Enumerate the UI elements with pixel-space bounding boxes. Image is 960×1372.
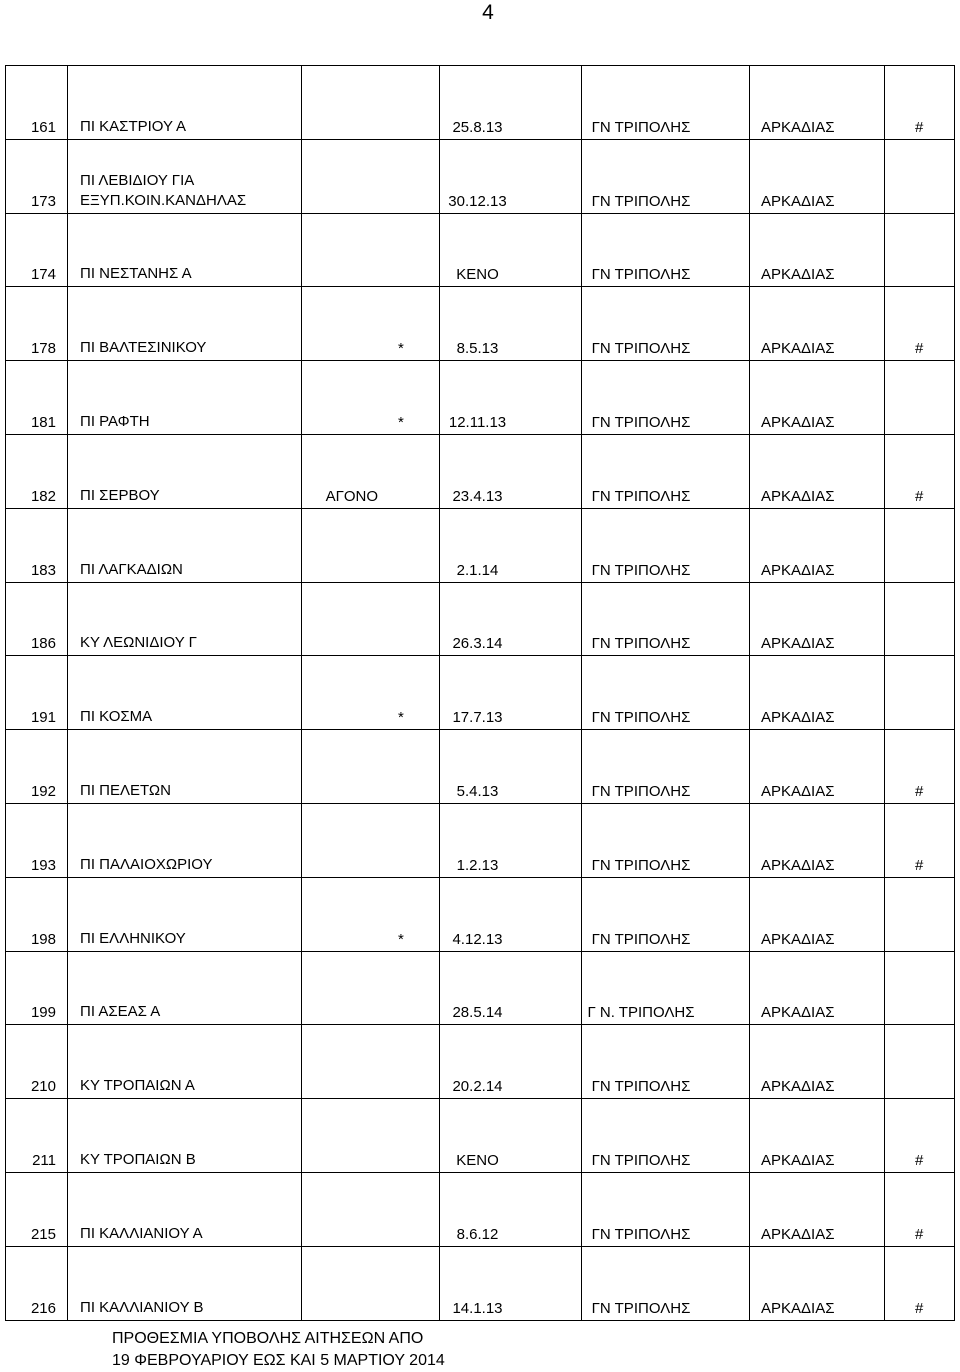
row-number: 215 <box>6 1173 68 1246</box>
facility-name <box>68 1099 302 1172</box>
empty-cell <box>515 878 582 951</box>
row-number: 193 <box>6 804 68 877</box>
asterisk-mark <box>385 583 440 656</box>
table-row <box>6 1099 955 1173</box>
date-cell: 12.11.13 <box>448 413 507 431</box>
status-note <box>302 361 385 434</box>
status-note <box>302 1247 385 1320</box>
page-number: 4 <box>482 1 494 24</box>
status-note <box>302 287 385 360</box>
table-row <box>6 509 955 583</box>
asterisk-mark <box>385 509 440 582</box>
asterisk-mark: * <box>385 656 440 729</box>
asterisk-mark <box>385 952 440 1025</box>
facility-name-text <box>80 1076 195 1096</box>
empty-cell <box>515 140 582 213</box>
facility-name <box>68 509 302 582</box>
status-note <box>302 583 385 656</box>
date-cell: 25.8.13 <box>452 118 503 136</box>
empty-cell <box>700 214 750 287</box>
hospital-cell: ΓΝ ΤΡΙΠΟΛΗΣ <box>591 930 691 948</box>
empty-cell <box>515 66 582 139</box>
facility-name-text <box>80 1298 203 1318</box>
hash-mark: # <box>885 287 955 360</box>
facility-name <box>68 287 302 360</box>
region-cell: ΑΡΚΑΔΙΑΣ <box>750 66 885 139</box>
empty-cell <box>700 1025 750 1098</box>
deadline-note-line2: 19 ΦΕΒΡΟΥΑΡΙΟΥ ΕΩΣ ΚΑΙ 5 ΜΑΡΤΙΟΥ 2014 <box>112 1352 445 1369</box>
facility-name <box>68 1025 302 1098</box>
empty-cell <box>700 804 750 877</box>
hospital-cell: ΓΝ ΤΡΙΠΟΛΗΣ <box>591 635 691 653</box>
empty-cell <box>700 509 750 582</box>
asterisk-mark <box>385 66 440 139</box>
hash-mark: # <box>885 1247 955 1320</box>
row-number: 182 <box>6 435 68 508</box>
hash-mark: # <box>885 435 955 508</box>
facility-name-line: ΠΙ ΕΛΛΗΝΙΚΟΥ <box>80 929 186 947</box>
status-note <box>302 804 385 877</box>
empty-cell <box>700 1099 750 1172</box>
asterisk-mark <box>385 1025 440 1098</box>
row-number: 210 <box>6 1025 68 1098</box>
table-row <box>6 730 955 804</box>
facility-name-line: ΠΙ ΡΑΦΤΗ <box>80 412 150 430</box>
empty-cell <box>700 287 750 360</box>
deadline-note-line1: ΠΡΟΘΕΣΜΙΑ ΥΠΟΒΟΛΗΣ ΑΙΤΗΣΕΩΝ ΑΠΟ <box>112 1330 424 1347</box>
hospital-cell: ΓΝ ΤΡΙΠΟΛΗΣ <box>591 413 691 431</box>
hash-mark <box>885 952 955 1025</box>
facility-name-line: ΠΙ ΚΑΛΛΙΑΝΙΟΥ Α <box>80 1224 203 1242</box>
hash-mark <box>885 214 955 287</box>
deadline-note <box>112 1328 582 1372</box>
table-row <box>6 952 955 1026</box>
hash-mark <box>885 140 955 213</box>
row-number: 178 <box>6 287 68 360</box>
table-row <box>6 435 955 509</box>
row-number: 199 <box>6 952 68 1025</box>
table-row <box>6 878 955 952</box>
empty-cell <box>700 140 750 213</box>
table-row <box>6 361 955 435</box>
hospital-cell: ΓΝ ΤΡΙΠΟΛΗΣ <box>591 782 691 800</box>
hospital-cell: ΓΝ ΤΡΙΠΟΛΗΣ <box>591 561 691 579</box>
table-row <box>6 214 955 288</box>
row-number: 186 <box>6 583 68 656</box>
date-cell: ΚΕΝΟ <box>456 1151 499 1169</box>
facility-name-line: ΚΥ ΤΡΟΠΑΙΩΝ Α <box>80 1077 195 1095</box>
facility-name <box>68 878 302 951</box>
row-number: 198 <box>6 878 68 951</box>
status-note <box>302 656 385 729</box>
hospital-cell: ΓΝ ΤΡΙΠΟΛΗΣ <box>591 192 691 210</box>
facility-name <box>68 66 302 139</box>
asterisk-mark: * <box>385 287 440 360</box>
hospital-cell: ΓΝ ΤΡΙΠΟΛΗΣ <box>591 856 691 874</box>
empty-cell <box>515 952 582 1025</box>
empty-cell <box>700 1247 750 1320</box>
facility-name-text <box>80 412 150 432</box>
empty-cell <box>515 730 582 803</box>
facility-name-line-2: ΕΞΥΠ.ΚΟΙΝ.ΚΑΝΔΗΛΑΣ <box>80 191 247 209</box>
table-row <box>6 1173 955 1247</box>
facility-name <box>68 583 302 656</box>
facility-name-line: ΠΙ ΚΑΣΤΡΙΟΥ Α <box>80 117 187 135</box>
hospital-cell: ΓΝ ΤΡΙΠΟΛΗΣ <box>591 1225 691 1243</box>
facility-name-line: ΠΙ ΛΕΒΙΔΙΟΥ ΓΙΑ <box>80 171 195 189</box>
status-note <box>302 509 385 582</box>
hash-mark <box>885 583 955 656</box>
row-number: 181 <box>6 361 68 434</box>
hash-mark: # <box>885 730 955 803</box>
region-cell: ΑΡΚΑΔΙΑΣ <box>750 287 885 360</box>
date-cell: 1.2.13 <box>456 856 499 874</box>
status-note: ΑΓΟΝΟ <box>325 487 378 505</box>
facility-name-line: ΠΙ ΚΑΛΛΙΑΝΙΟΥ Β <box>80 1298 204 1316</box>
asterisk-mark <box>385 804 440 877</box>
table-row <box>6 656 955 730</box>
facility-name-line: ΠΙ ΑΣΕΑΣ Α <box>80 1003 161 1021</box>
empty-cell <box>700 361 750 434</box>
facility-name <box>68 1173 302 1246</box>
empty-cell <box>700 878 750 951</box>
facility-name-line: ΠΙ ΛΑΓΚΑΔΙΩΝ <box>80 560 183 578</box>
asterisk-mark <box>385 214 440 287</box>
facility-name-line: ΠΙ ΒΑΛΤΕΣΙΝΙΚΟΥ <box>80 339 207 357</box>
hospital-cell: ΓΝ ΤΡΙΠΟΛΗΣ <box>591 709 691 727</box>
status-note <box>302 730 385 803</box>
date-cell: 4.12.13 <box>452 930 503 948</box>
empty-cell <box>515 804 582 877</box>
facility-name <box>68 1247 302 1320</box>
facility-name <box>68 730 302 803</box>
date-cell: 8.5.13 <box>456 340 499 358</box>
region-cell: ΑΡΚΑΔΙΑΣ <box>750 1025 885 1098</box>
facility-name-text <box>80 855 212 875</box>
facility-name-text <box>80 486 160 506</box>
hospital-cell: ΓΝ ΤΡΙΠΟΛΗΣ <box>591 1299 691 1317</box>
facility-name <box>68 214 302 287</box>
hospital-cell: ΓΝ ΤΡΙΠΟΛΗΣ <box>591 1078 691 1096</box>
date-cell: 14.1.13 <box>452 1299 503 1317</box>
facility-name-text <box>80 1002 160 1022</box>
facility-table <box>5 65 955 1321</box>
region-cell: ΑΡΚΑΔΙΑΣ <box>750 583 885 656</box>
row-number: 216 <box>6 1247 68 1320</box>
empty-cell <box>700 583 750 656</box>
row-number: 191 <box>6 656 68 729</box>
region-cell: ΑΡΚΑΔΙΑΣ <box>750 361 885 434</box>
status-note <box>302 1173 385 1246</box>
status-note <box>302 1099 385 1172</box>
facility-name-text <box>80 781 171 801</box>
status-note <box>302 214 385 287</box>
hospital-cell: ΓΝ ΤΡΙΠΟΛΗΣ <box>591 266 691 284</box>
hash-mark <box>885 509 955 582</box>
facility-name-text <box>80 338 206 358</box>
empty-cell <box>700 435 750 508</box>
asterisk-mark <box>385 730 440 803</box>
region-cell: ΑΡΚΑΔΙΑΣ <box>750 804 885 877</box>
hash-mark: # <box>885 1099 955 1172</box>
empty-cell <box>515 1099 582 1172</box>
empty-cell <box>515 361 582 434</box>
asterisk-mark <box>385 140 440 213</box>
status-note <box>302 1025 385 1098</box>
empty-cell <box>515 656 582 729</box>
facility-name <box>68 804 302 877</box>
region-cell: ΑΡΚΑΔΙΑΣ <box>750 730 885 803</box>
facility-name-line: ΚΥ ΛΕΩΝΙΔΙΟΥ Γ <box>80 634 197 652</box>
empty-cell <box>515 214 582 287</box>
row-number: 183 <box>6 509 68 582</box>
status-note <box>302 66 385 139</box>
region-cell: ΑΡΚΑΔΙΑΣ <box>750 952 885 1025</box>
region-cell: ΑΡΚΑΔΙΑΣ <box>750 1099 885 1172</box>
region-cell: ΑΡΚΑΔΙΑΣ <box>750 1173 885 1246</box>
facility-name-text <box>80 929 186 949</box>
hash-mark: # <box>885 804 955 877</box>
asterisk-mark: * <box>385 361 440 434</box>
facility-name-line: ΠΙ ΣΕΡΒΟΥ <box>80 486 160 504</box>
hospital-cell: ΓΝ ΤΡΙΠΟΛΗΣ <box>591 487 691 505</box>
region-cell: ΑΡΚΑΔΙΑΣ <box>750 878 885 951</box>
asterisk-mark <box>385 1247 440 1320</box>
facility-name <box>68 140 302 213</box>
region-cell: ΑΡΚΑΔΙΑΣ <box>750 1247 885 1320</box>
facility-name-line: ΠΙ ΝΕΣΤΑΝΗΣ Α <box>80 265 192 283</box>
table-row <box>6 1247 955 1321</box>
empty-cell <box>700 1173 750 1246</box>
facility-name-text <box>80 171 246 211</box>
status-note <box>302 140 385 213</box>
table-row <box>6 1025 955 1099</box>
date-cell: 8.6.12 <box>456 1225 499 1243</box>
empty-cell <box>700 656 750 729</box>
table-row <box>6 287 955 361</box>
region-cell: ΑΡΚΑΔΙΑΣ <box>750 509 885 582</box>
empty-cell <box>515 1173 582 1246</box>
table-row <box>6 583 955 657</box>
empty-cell <box>515 435 582 508</box>
facility-name-text <box>80 633 197 653</box>
facility-name <box>68 952 302 1025</box>
hash-mark <box>885 361 955 434</box>
table-row <box>6 66 955 140</box>
hospital-cell: ΓΝ ΤΡΙΠΟΛΗΣ <box>591 340 691 358</box>
table-row <box>6 140 955 214</box>
facility-name-line: ΠΙ ΠΑΛΑΙΟΧΩΡΙΟΥ <box>80 855 213 873</box>
facility-name-text <box>80 707 152 727</box>
empty-cell <box>700 952 750 1025</box>
facility-name <box>68 361 302 434</box>
row-number: 192 <box>6 730 68 803</box>
date-cell: 23.4.13 <box>452 487 503 505</box>
date-cell: 2.1.14 <box>456 561 499 579</box>
facility-name-text <box>80 264 192 284</box>
status-note <box>302 952 385 1025</box>
empty-cell <box>515 287 582 360</box>
facility-name-line: ΠΙ ΠΕΛΕΤΩΝ <box>80 781 171 799</box>
facility-name-text <box>80 1224 203 1244</box>
facility-name-line: ΠΙ ΚΟΣΜΑ <box>80 708 153 726</box>
hospital-cell: ΓΝ ΤΡΙΠΟΛΗΣ <box>591 118 691 136</box>
hash-mark <box>885 656 955 729</box>
date-cell: 20.2.14 <box>452 1078 503 1096</box>
date-cell: 26.3.14 <box>452 635 503 653</box>
facility-name-text <box>80 1150 196 1170</box>
date-cell: ΚΕΝΟ <box>456 266 499 284</box>
region-cell: ΑΡΚΑΔΙΑΣ <box>750 214 885 287</box>
table-row <box>6 804 955 878</box>
hash-mark <box>885 1025 955 1098</box>
row-number: 173 <box>6 140 68 213</box>
row-number: 161 <box>6 66 68 139</box>
hash-mark: # <box>885 1173 955 1246</box>
facility-name-text <box>80 560 183 580</box>
date-cell: 17.7.13 <box>452 709 503 727</box>
facility-name-text <box>80 117 186 137</box>
hash-mark <box>885 878 955 951</box>
empty-cell <box>515 1247 582 1320</box>
empty-cell <box>515 1025 582 1098</box>
empty-cell <box>515 583 582 656</box>
asterisk-mark <box>385 435 440 508</box>
hash-mark: # <box>885 66 955 139</box>
region-cell: ΑΡΚΑΔΙΑΣ <box>750 140 885 213</box>
date-cell: 28.5.14 <box>452 1004 503 1022</box>
row-number: 174 <box>6 214 68 287</box>
empty-cell <box>700 66 750 139</box>
date-cell: 5.4.13 <box>456 782 499 800</box>
hospital-cell: ΓΝ ΤΡΙΠΟΛΗΣ <box>591 1151 691 1169</box>
region-cell: ΑΡΚΑΔΙΑΣ <box>750 656 885 729</box>
hospital-cell: Γ Ν. ΤΡΙΠΟΛΗΣ <box>587 1004 695 1022</box>
empty-cell <box>515 509 582 582</box>
date-cell: 30.12.13 <box>448 192 507 210</box>
facility-name <box>68 656 302 729</box>
asterisk-mark <box>385 1099 440 1172</box>
asterisk-mark <box>385 1173 440 1246</box>
status-note <box>302 878 385 951</box>
row-number: 211 <box>6 1099 68 1172</box>
facility-name <box>68 435 302 508</box>
region-cell: ΑΡΚΑΔΙΑΣ <box>750 435 885 508</box>
asterisk-mark: * <box>385 878 440 951</box>
facility-name-line: ΚΥ ΤΡΟΠΑΙΩΝ Β <box>80 1150 196 1168</box>
empty-cell <box>700 730 750 803</box>
